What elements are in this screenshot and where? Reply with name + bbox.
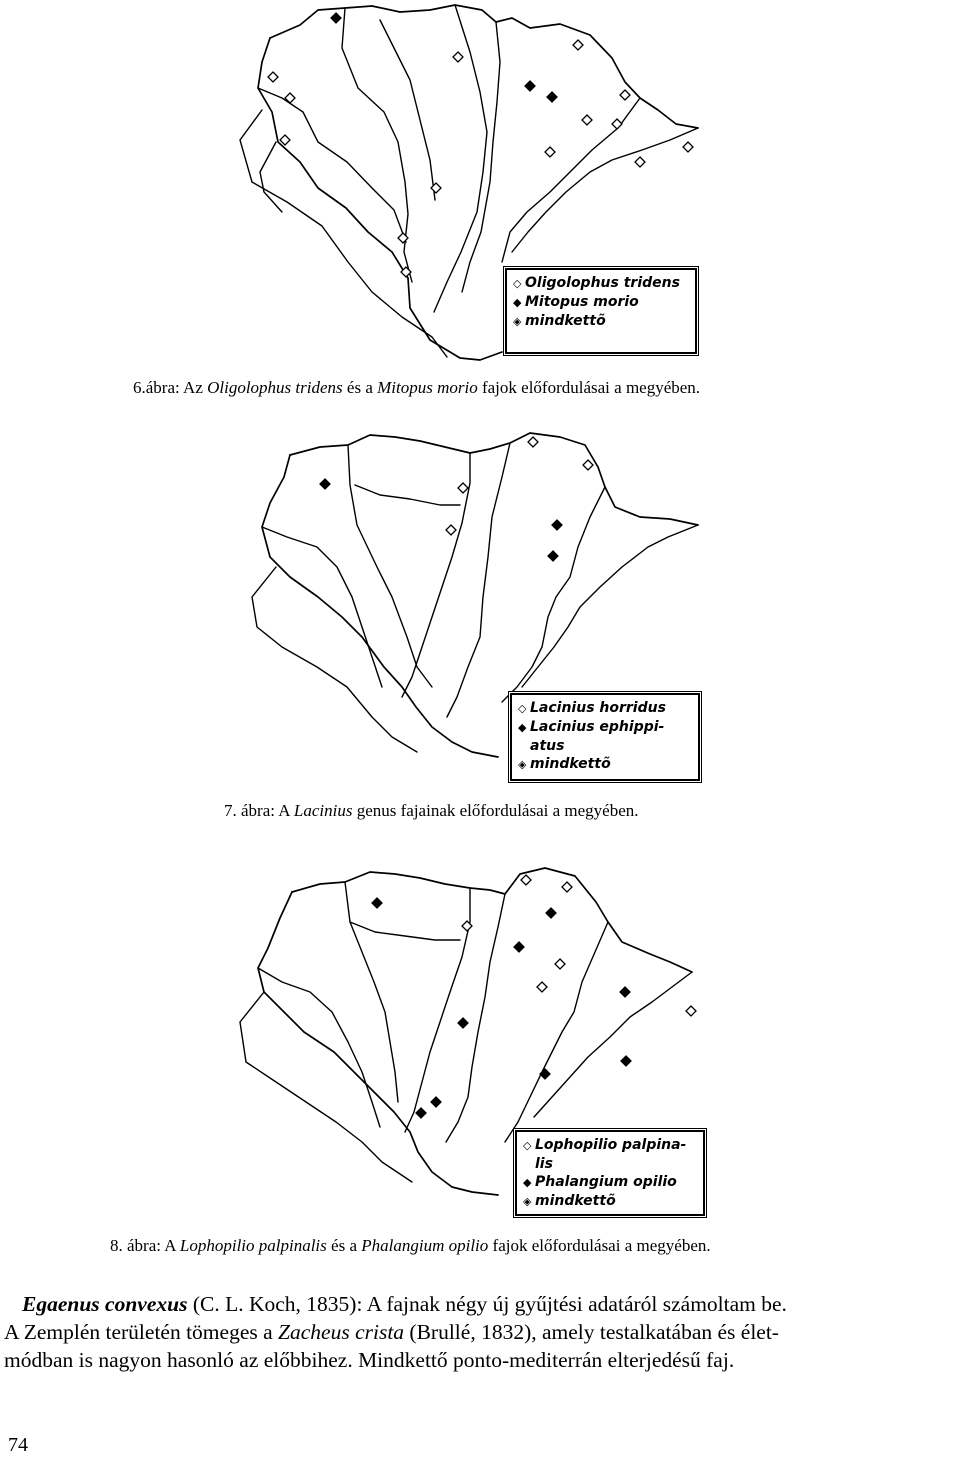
paragraph-1-rest: (C. L. Koch, 1835): A fajnak négy új gyűjtési adatáról számoltam be.	[187, 1292, 787, 1316]
legend-row-both	[523, 1192, 697, 1211]
open-diamond-marker	[537, 982, 547, 992]
filled-diamond-marker	[514, 942, 524, 952]
open-diamond-marker	[612, 119, 622, 129]
open-diamond-marker	[562, 882, 572, 892]
legend-label-filled: Mitopus morio	[525, 294, 639, 310]
legend-label-both: mindkettõ	[535, 1193, 616, 1209]
map-figure-7	[0, 425, 960, 805]
caption-species-1: Lacinius	[293, 801, 353, 820]
caption-suffix: fajok előfordulásai a megyében.	[477, 378, 701, 397]
legend-row-open-cont	[523, 1155, 697, 1173]
filled-diamond-marker	[525, 81, 535, 91]
filled-diamond-marker	[548, 551, 558, 561]
paragraph-2-species: Zacheus crista	[278, 1320, 405, 1344]
legend-row-open	[513, 274, 689, 293]
filled-diamond-marker	[620, 987, 630, 997]
legend-indent	[523, 1155, 535, 1156]
legend-row-filled	[518, 718, 692, 737]
caption-prefix: 6.ábra: Az	[133, 378, 208, 397]
legend-label-open: Oligolophus tridens	[525, 275, 680, 291]
legend-label-both: mindkettõ	[525, 313, 606, 329]
half-diamond-icon: ◈	[518, 758, 527, 771]
caption-figure-8	[110, 1236, 711, 1256]
filled-diamond-icon: ◆	[513, 296, 522, 309]
open-diamond-icon: ◇	[523, 1139, 532, 1152]
legend-row-filled	[513, 293, 689, 312]
legend-row-both	[513, 312, 689, 331]
paragraph-zacheus	[4, 1319, 956, 1374]
caption-species-1: Lophopilio palpinalis	[179, 1236, 327, 1255]
legend-label-open: Lophopilio palpina-	[535, 1137, 687, 1153]
legend-row-filled-cont	[518, 737, 692, 755]
open-diamond-marker	[521, 875, 531, 885]
legend-row-filled	[523, 1173, 697, 1192]
filled-diamond-marker	[416, 1108, 426, 1118]
legend-label-filled: Lacinius ephippi-	[530, 719, 665, 735]
caption-species-1: Oligolophus tridens	[207, 378, 343, 397]
open-diamond-marker	[573, 40, 583, 50]
filled-diamond-marker	[320, 479, 330, 489]
paragraph-egaenus	[4, 1291, 956, 1319]
legend-figure-6	[505, 268, 697, 354]
caption-suffix: genus fajainak előfordulásai a megyében.	[352, 801, 639, 820]
caption-mid: és a	[342, 378, 378, 397]
legend-label-open: Lacinius horridus	[530, 700, 666, 716]
open-diamond-marker	[280, 135, 290, 145]
map-figure-6	[0, 0, 960, 380]
open-diamond-marker	[458, 483, 468, 493]
map-figure-8	[0, 860, 960, 1220]
paragraph-2-line-1	[4, 1319, 956, 1347]
caption-suffix: fajok előfordulásai a megyében.	[488, 1236, 711, 1255]
open-diamond-marker	[453, 52, 463, 62]
legend-figure-7	[510, 693, 700, 781]
filled-diamond-marker	[540, 1069, 550, 1079]
paragraph-2-part-b: (Brullé, 1832), amely testalkatában és élet-	[404, 1320, 779, 1344]
legend-row-open	[523, 1136, 697, 1155]
filled-diamond-icon: ◆	[518, 721, 527, 734]
open-diamond-marker	[582, 115, 592, 125]
caption-prefix: 8. ábra: A	[110, 1236, 180, 1255]
paragraph-2-line-2: módban is nagyon hasonló az előbbihez. Mindkettő ponto-mediterrán elterjedésű faj.	[4, 1347, 735, 1372]
open-diamond-marker	[555, 959, 565, 969]
open-diamond-marker	[446, 525, 456, 535]
open-diamond-icon: ◇	[513, 277, 522, 290]
filled-diamond-marker	[331, 13, 341, 23]
filled-diamond-marker	[458, 1018, 468, 1028]
open-diamond-marker	[686, 1006, 696, 1016]
caption-figure-6	[133, 378, 700, 398]
legend-row-both	[518, 755, 692, 774]
legend-label-open-cont: lis	[535, 1156, 553, 1172]
legend-figure-8	[515, 1130, 705, 1216]
caption-figure-7	[224, 801, 639, 821]
legend-label-both: mindkettõ	[530, 756, 611, 772]
filled-diamond-marker	[372, 898, 382, 908]
paragraph-2-part-a: A Zemplén területén tömeges a	[4, 1320, 279, 1344]
filled-diamond-marker	[546, 908, 556, 918]
open-diamond-marker	[683, 142, 693, 152]
caption-mid: és a	[326, 1236, 362, 1255]
filled-diamond-icon: ◆	[523, 1176, 532, 1189]
open-diamond-marker	[583, 460, 593, 470]
legend-indent	[518, 737, 530, 738]
caption-prefix: 7. ábra: A	[224, 801, 294, 820]
open-diamond-marker	[268, 72, 278, 82]
open-diamond-marker	[635, 157, 645, 167]
filled-diamond-marker	[547, 92, 557, 102]
filled-diamond-marker	[431, 1097, 441, 1107]
caption-species-2: Phalangium opilio	[361, 1236, 489, 1255]
open-diamond-marker	[528, 437, 538, 447]
page-number: 74	[8, 1434, 28, 1456]
open-diamond-marker	[620, 90, 630, 100]
legend-row-open	[518, 699, 692, 718]
legend-label-filled-cont: atus	[530, 738, 565, 754]
filled-diamond-marker	[621, 1056, 631, 1066]
filled-diamond-marker	[552, 520, 562, 530]
species-name-bold: Egaenus convexus	[22, 1292, 188, 1316]
half-diamond-icon: ◈	[523, 1195, 532, 1208]
half-diamond-icon: ◈	[513, 315, 522, 328]
open-diamond-icon: ◇	[518, 702, 527, 715]
caption-species-2: Mitopus morio	[377, 378, 478, 397]
open-diamond-marker	[545, 147, 555, 157]
legend-label-filled: Phalangium opilio	[535, 1174, 677, 1190]
